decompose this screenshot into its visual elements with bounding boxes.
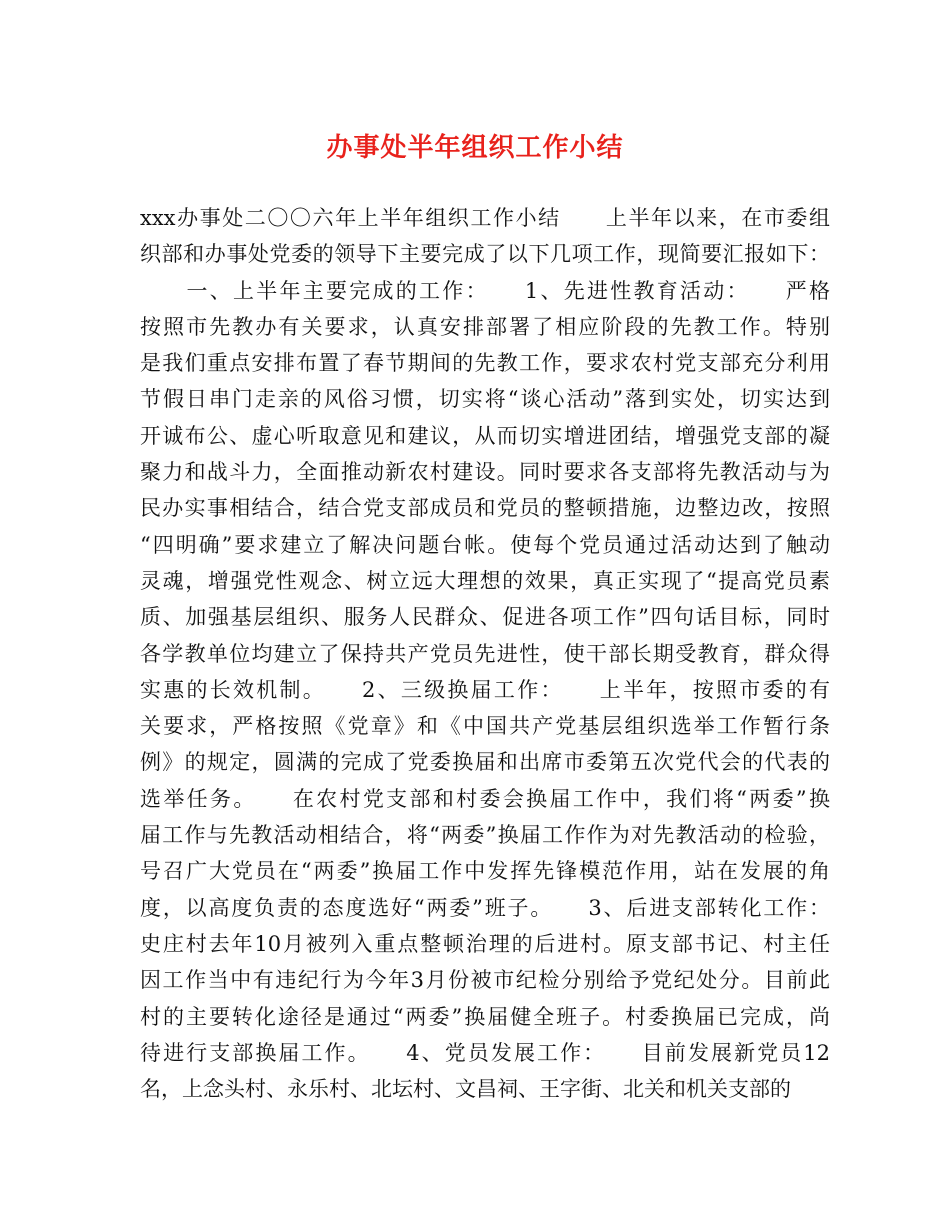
paragraph-line: xxx办事处二〇〇六年上半年组织工作小结 上半年以来，在市委组 [140,206,830,230]
paragraph-line: 织部和办事处党委的领导下主要完成了以下几项工作，现简要汇报如下： [140,242,830,267]
paragraph-line: 质、加强基层组织、服务人民群众、促进各项工作”四句话目标，同时 [140,605,830,630]
paragraph-line: 史庄村去年10月被列入重点整顿治理的后进村。原支部书记、村主任 [140,931,830,956]
paragraph-line: 开诚布公、虚心听取意见和建议，从而切实增进团结，增强党支部的凝 [140,423,830,448]
paragraph-line: 聚力和战斗力，全面推动新农村建设。同时要求各支部将先教活动与为 [140,460,830,485]
paragraph-line: 待进行支部换届工作。 4、党员发展工作： 目前发展新党员12 [140,1040,830,1065]
paragraph-line: 号召广大党员在“两委”换届工作中发挥先锋模范作用，站在发展的角 [140,859,830,884]
paragraph-line: “四明确”要求建立了解决问题台帐。使每个党员通过活动达到了触动 [140,532,830,557]
paragraph-line: 按照市先教办有关要求，认真安排部署了相应阶段的先教工作。特别 [140,314,830,339]
paragraph-line: 届工作与先教活动相结合，将“两委”换届工作作为对先教活动的检验， [140,823,830,848]
document-body [140,200,830,1107]
paragraph-line: 节假日串门走亲的风俗习惯，切实将“谈心活动”落到实处，切实达到 [140,387,830,412]
paragraph-line: 是我们重点安排布置了春节期间的先教工作，要求农村党支部充分利用 [140,351,830,376]
paragraph-line: 民办实事相结合，结合党支部成员和党员的整顿措施，边整边改，按照 [140,496,830,521]
paragraph-line: 各学教单位均建立了保持共产党员先进性，使干部长期受教育，群众得 [140,641,830,666]
paragraph-line: 名，上念头村、永乐村、北坛村、文昌祠、王字街、北关和机关支部的 [140,1077,791,1102]
paragraph-line: 实惠的长效机制。 2、三级换届工作： 上半年，按照市委的有 [140,677,830,702]
paragraph-line: 灵魂，增强党性观念、树立远大理想的效果，真正实现了“提高党员素 [140,568,830,593]
paragraph-line: 村的主要转化途径是通过“两委”换届健全班子。村委换届已完成，尚 [140,1004,830,1029]
paragraph-line: 选举任务。 在农村党支部和村委会换届工作中，我们将“两委”换 [140,786,830,811]
paragraph-line: 一、上半年主要完成的工作： 1、先进性教育活动： 严格 [140,278,830,303]
paragraph-line: 例》的规定，圆满的完成了党委换届和出席市委第五次党代会的代表的 [140,750,830,775]
document-title: 办事处半年组织工作小结 [326,133,624,163]
paragraph-line: 度，以高度负责的态度选好“两委”班子。 3、后进支部转化工作： [140,895,830,920]
paragraph-line: 因工作当中有违纪行为今年3月份被市纪检分别给予党纪处分。目前此 [140,968,830,993]
paragraph-line: 关要求，严格按照《党章》和《中国共产党基层组织选举工作暂行条 [140,714,830,739]
